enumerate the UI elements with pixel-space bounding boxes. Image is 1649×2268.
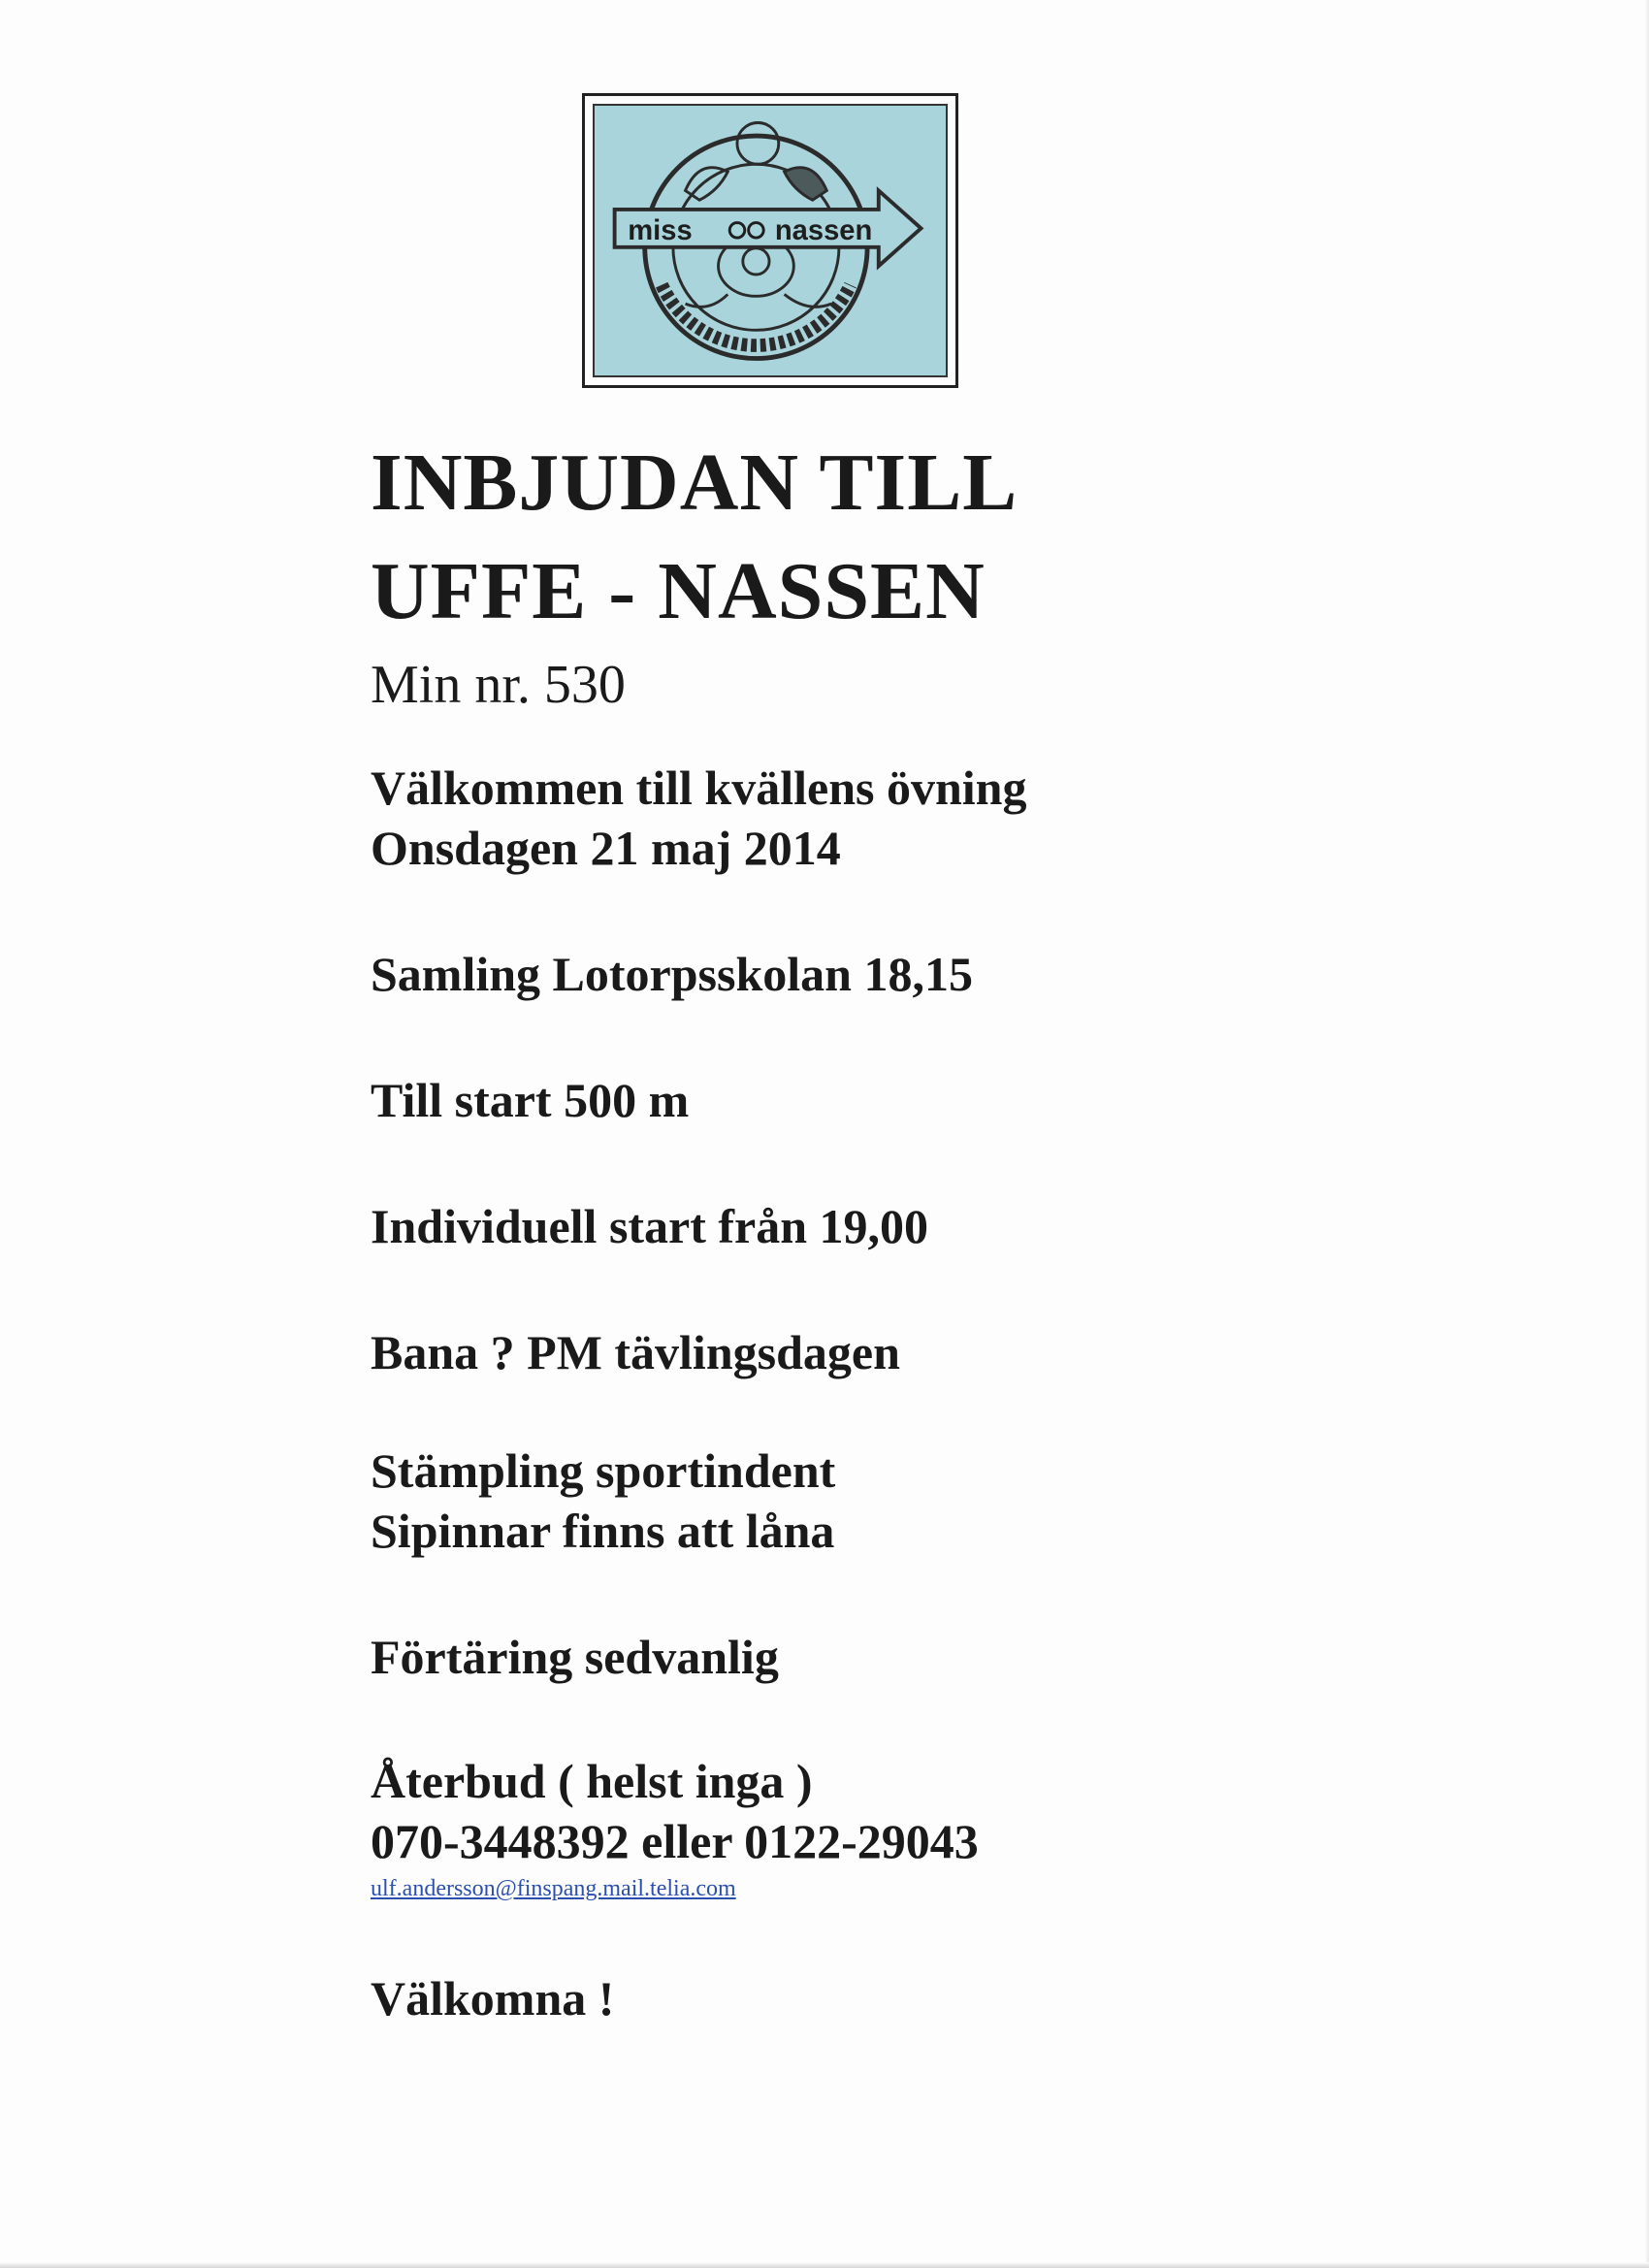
closing-text: Välkomna ! <box>371 1971 615 2025</box>
club-logo <box>582 93 958 388</box>
scan-edge-divider <box>1645 0 1649 2268</box>
start-time-info: Individuell start från 19,00 <box>371 1199 929 1253</box>
si-card-info: Sipinnar finns att låna <box>371 1504 835 1558</box>
cancellation-info: Återbud ( helst inga ) <box>371 1754 813 1808</box>
course-info: Bana ? PM tävlingsdagen <box>371 1325 900 1379</box>
svg-text:miss: miss <box>628 215 693 247</box>
page-title-line-1: INBJUDAN TILL <box>371 437 1018 528</box>
punching-info: Stämpling sportindent <box>371 1443 836 1498</box>
assembly-info: Samling Lotorpsskolan 18,15 <box>371 947 973 1001</box>
welcome-text: Välkommen till kvällens övning <box>371 761 1027 815</box>
distance-to-start: Till start 500 m <box>371 1073 690 1127</box>
phone-numbers: 070-3448392 eller 0122-29043 <box>371 1814 979 1868</box>
min-nr-label: Min nr. 530 <box>371 655 626 715</box>
refreshments-info: Förtäring sedvanlig <box>371 1630 779 1684</box>
email-link[interactable]: ulf.andersson@finspang.mail.telia.com <box>371 1876 736 1901</box>
svg-text:nassen: nassen <box>774 215 873 247</box>
event-date: Onsdagen 21 maj 2014 <box>371 821 841 875</box>
scan-bottom-divider <box>0 2262 1649 2268</box>
club-logo-icon <box>593 104 948 377</box>
page-title-line-2: UFFE - NASSEN <box>371 546 986 636</box>
